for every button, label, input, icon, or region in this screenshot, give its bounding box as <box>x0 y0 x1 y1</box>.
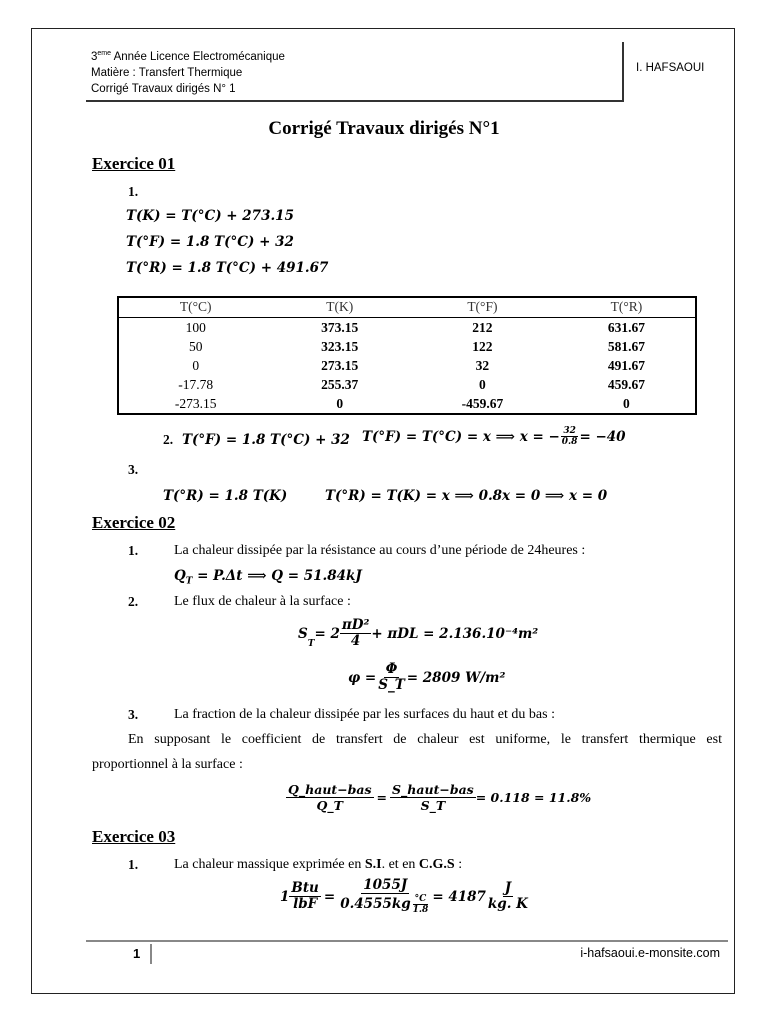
table-cell: -273.15 <box>174 396 217 411</box>
page-title: Corrigé Travaux dirigés N°1 <box>268 118 500 139</box>
ex1-eq-item2-b <box>362 426 626 447</box>
ex2-eq-flux-fraction <box>376 662 407 693</box>
fraction-denominator: Q_T <box>316 798 343 813</box>
table-row <box>118 337 696 356</box>
ex2-paragraph-line-2: proportionnel à la surface : <box>92 757 243 772</box>
ex3-text-1-c: . et en <box>381 857 419 872</box>
header-author: I. HAFSAOUI <box>636 62 705 74</box>
table-cell: 122 <box>472 339 493 354</box>
header-year-sup: eme <box>97 50 112 57</box>
fraction-denominator: 4 <box>350 633 361 649</box>
ex2-item-3: 3. <box>128 707 139 722</box>
fraction-numerator: J <box>504 880 512 896</box>
ex1-eq-item2-a: T(°F) = 1.8 T(°C) + 32 <box>182 432 350 448</box>
ex2-eq-heat <box>174 568 362 587</box>
col-header-celsius: T(°C) <box>118 297 272 318</box>
ex1-eq-rankine: T(°R) = 1.8 T(°C) + 491.67 <box>126 260 329 276</box>
fraction-denominator: 1.8 <box>412 905 429 915</box>
table-cell: 581.67 <box>607 339 645 354</box>
table-row <box>118 375 696 394</box>
fraction-denominator: lbF <box>293 896 318 912</box>
ex2-eq-heat-rest: = P.Δt ⟹ Q = 51.84kJ <box>192 568 362 584</box>
ex3-eq-result-fraction <box>486 881 530 912</box>
table-cell: 491.67 <box>607 358 645 373</box>
ex2-text-1: La chaleur dissipée par la résistance au cours d’une période de 24heures : <box>174 543 586 558</box>
ex3-eq-mid: = 4187 <box>432 888 486 905</box>
exercise-03-heading: Exercice 03 <box>92 827 176 846</box>
ex1-eq-fahrenheit: T(°F) = 1.8 T(°C) + 32 <box>126 234 294 250</box>
exercise-02-heading: Exercice 02 <box>92 513 176 532</box>
ex2-item-1: 1. <box>128 543 139 558</box>
table-row <box>118 356 696 375</box>
ex1-eq-item3-a: T(°R) = 1.8 T(K) <box>163 488 288 504</box>
col-header-kelvin: T(K) <box>272 297 407 318</box>
ex2-eq-heat-q: Q <box>174 568 186 584</box>
ex3-eq-one: 1 <box>280 888 290 905</box>
fraction-numerator: Φ <box>385 661 398 677</box>
header-program: Année Licence Electromécanique <box>111 50 285 63</box>
table-cell: 32 <box>475 358 490 373</box>
ex1-eq-item2-b-lhs: T(°F) = T(°C) = x ⟹ x = − <box>362 428 560 445</box>
table-cell: 373.15 <box>321 320 359 335</box>
table-cell: 255.37 <box>321 377 359 392</box>
ex2-eq-q-ratio <box>286 782 374 813</box>
ex3-text-1-si: S.I <box>364 857 382 872</box>
ex1-item-1: 1. <box>128 184 139 199</box>
ex2-eq-surface-rest: + πDL = 2.136.10⁻⁴m² <box>371 625 539 642</box>
fraction-denominator <box>338 894 432 915</box>
ex2-eq-flux-lhs: φ = <box>348 669 377 686</box>
fraction-denominator: kg. K <box>487 896 528 912</box>
table-row <box>118 318 696 338</box>
table-cell: 631.67 <box>607 320 645 335</box>
ex1-eq-kelvin: T(K) = T(°C) + 273.15 <box>126 208 294 224</box>
fraction-numerator: °C <box>414 894 427 904</box>
table-header-row <box>118 297 696 318</box>
exercise-01-heading: Exercice 01 <box>92 154 176 173</box>
table-cell: 50 <box>188 339 203 354</box>
ex3-item-1: 1. <box>128 857 139 872</box>
table-cell: 0 <box>479 377 486 392</box>
table-cell: -17.78 <box>178 377 214 392</box>
ex2-eq-surface <box>298 618 538 649</box>
ex2-text-2: Le flux de chaleur à la surface : <box>174 594 351 609</box>
ex3-eq-btu-fraction <box>289 881 320 912</box>
course-header <box>91 46 285 97</box>
fraction-denominator: S_T <box>378 677 405 693</box>
table-cell: 212 <box>472 320 493 335</box>
fraction-numerator: 32 <box>563 426 576 436</box>
fraction-numerator: πD² <box>341 617 370 633</box>
ex2-eq-surface-mid: = 2 <box>314 625 340 642</box>
ex2-eq-heat-sub: T <box>185 576 193 587</box>
fraction-numerator: Btu <box>291 880 319 896</box>
fraction-numerator: 1055J <box>363 877 408 893</box>
table-cell: 0 <box>336 396 344 411</box>
table-cell: 0 <box>623 396 630 411</box>
table-row <box>118 394 696 414</box>
header-rule <box>86 100 624 102</box>
table-cell: 273.15 <box>321 358 359 373</box>
fraction-denominator: S_T <box>420 798 446 813</box>
ex3-text-1-e: : <box>454 857 463 872</box>
ex2-eq-surface-fraction <box>340 618 372 649</box>
ex3-text-1-a: La chaleur massique exprimée en <box>174 857 365 872</box>
ex1-item-2: 2. <box>163 432 174 447</box>
ex3-eq-joule-fraction <box>338 878 432 915</box>
col-header-fahrenheit: T(°F) <box>407 297 558 318</box>
ex2-eq-fraction: $\frac{\text{Q\_haut−bas}}{Q\_T}$ = $\frac{\text{S\_haut−bas}}{S\_T}$ = 0.118 = 11.8% <box>288 782 592 813</box>
fraction-numerator: Q_haut−bas <box>288 782 372 797</box>
ex3-eq-conversion: 1 $\frac{\text{Btu}}{\text{lbF}}$ = 1055J 0.4555kg $\frac{^\circ C}{1.8}$ = 4187 $\frac{J}{kg. K}$ <box>280 877 528 915</box>
header-doc: Corrigé Travaux dirigés N° 1 <box>91 82 236 95</box>
ex2-eq-flux <box>348 662 505 693</box>
fraction-numerator: S_haut−bas <box>392 782 474 797</box>
table-cell: 459.67 <box>607 377 645 392</box>
table-cell: 100 <box>185 320 206 335</box>
col-header-rankine: T(°R) <box>558 297 696 318</box>
ex3-text-1 <box>174 857 462 873</box>
ex2-eq-surface-sub: T <box>307 639 315 649</box>
ex3-eq-den-kg: 0.4555kg <box>340 896 411 912</box>
header-year: 3 <box>91 50 98 63</box>
ex3-eq-den-fraction <box>411 894 431 915</box>
table-cell: -459.67 <box>461 396 504 411</box>
ex1-eq-item2-fraction <box>560 426 580 447</box>
header-divider <box>622 42 624 102</box>
ex2-eq-surface-s: S <box>298 625 308 642</box>
ex2-text-3: La fraction de la chaleur dissipée par les surfaces du haut et du bas : <box>174 707 555 722</box>
ex1-eq-item2-b-rhs: = −40 <box>579 428 626 445</box>
footer-website: i-hafsaoui.e-monsite.com <box>580 946 720 960</box>
table-cell: 323.15 <box>321 339 359 354</box>
ex2-eq-flux-rest: = 2809 W/m² <box>406 669 506 686</box>
footer-rule <box>86 940 728 942</box>
ex2-eq-fraction-result: = 0.118 = 11.8% <box>475 790 592 805</box>
footer-divider <box>150 944 152 964</box>
table-cell: 0 <box>192 358 200 373</box>
ex3-text-1-cgs: C.G.S <box>418 857 455 872</box>
header-subject: Matière : Transfert Thermique <box>91 66 243 79</box>
ex2-eq-s-ratio <box>390 782 476 813</box>
ex2-item-2: 2. <box>128 594 139 609</box>
ex2-paragraph-line-1: En supposant le coefficient de transfert de chaleur est uniforme, le transfert thermique est <box>128 732 722 747</box>
ex1-item-3: 3. <box>128 462 139 477</box>
temperature-table <box>117 296 697 415</box>
fraction-denominator: 0.8 <box>561 437 578 447</box>
ex1-eq-item3-b: T(°R) = T(K) = x ⟹ 0.8x = 0 ⟹ x = 0 <box>325 488 608 504</box>
page-number: 1 <box>133 946 141 961</box>
